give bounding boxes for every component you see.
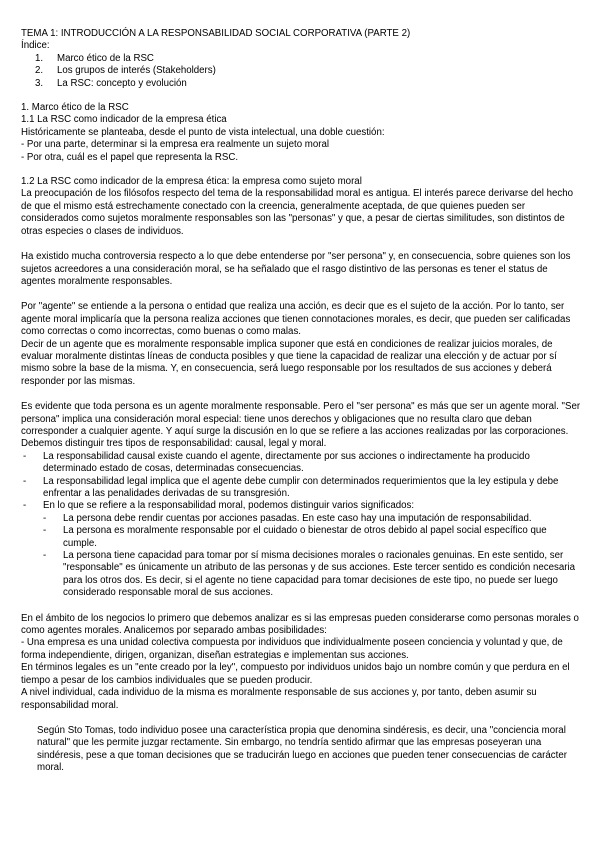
paragraph-line: - Por una parte, determinar si la empresa era realmente un sujeto moral [21,139,329,151]
sub-list-item [21,513,581,525]
paragraph: A nivel individual, cada individuo de la misma es moralmente responsable de sus acciones y, por tanto, deben asumir su responsabilidad moral. [21,687,537,711]
paragraph: En términos legales es un "ente creado por la ley", compuesto por individuos unidos bajo un nombre común y que perdura en el tiempo a pesar de los cambios individuales que se pueden producir. [21,662,570,686]
list-item-text: La responsabilidad causal existe cuando el agente, directamente por sus acciones o indirectamente ha producido determinado estado de cosas, determinadas consecuencias. [43,450,530,475]
bullet-dash: - [43,550,47,562]
paragraph-line: - Por otra, cuál es el papel que representa la RSC. [21,151,239,163]
index-label: Índice: [21,40,50,52]
index-item-number: 1. [35,52,44,64]
list-item-text: En lo que se refiere a la responsabilidad moral, podemos distinguir varios significados: [43,500,415,512]
bullet-dash: - [23,450,27,462]
bullet-dash: - [23,500,27,512]
paragraph: Por "agente" se entiende a la persona o entidad que realiza una acción, es decir que es el sujeto de la acción. Por lo tanto, ser agente moral implicaría que la persona realiza acciones que tienen connotaciones morales, es decir, que pueden ser calificadas como correctas o como incorrectas, como buenas o como malas. [21,301,571,338]
index-item [21,53,581,65]
section-heading: 1. Marco ético de la RSC [21,102,129,114]
paragraph-line: Históricamente se planteaba, desde el punto de vista intelectual, una doble cuestión: [21,126,385,138]
list-item-text: La responsabilidad legal implica que el agente debe cumplir con determinados requerimientos que la ley estipula y debe enfrentar a las penalidades derivadas de su transgresión. [43,475,559,499]
bullet-dash: - [43,512,47,524]
bullet-list [21,451,581,600]
subsection-heading: 1.2 La RSC como indicador de la empresa ética: la empresa como sujeto moral [21,176,362,188]
list-item [21,500,581,599]
paragraph: La preocupación de los filósofos respecto del tema de la responsabilidad moral es antigua. El interés parece derivarse del hecho de que el mismo está estrechamente conectado con la creencia, generalmente aceptada, de que quienes pueden ser considerados como sujetos moralmente responsables son las "personas" y que, a pesar de ciertas similitudes, son distintos de otras especies o clases de individuos. [21,188,573,237]
paragraph: Ha existido mucha controversia respecto a lo que debe entenderse por "ser persona" y, en consecuencia, sobre quienes son los sujetos acreedores a una consideración moral, se ha señalado que el rasgo distintivo de las personas es tener el status de agentes moralmente responsables. [21,251,571,287]
paragraph: - Una empresa es una unidad colectiva compuesta por individuos que individualmente poseen conciencia y voluntad y que, de forma independiente, dirigen, organizan, diseñan estrategias e implementan sus acciones. [21,637,563,661]
document-title: TEMA 1: INTRODUCCIÓN A LA RESPONSABILIDAD SOCIAL CORPORATIVA (PARTE 2) [21,28,411,39]
index-item-text: Marco ético de la RSC [57,52,154,64]
paragraph: Es evidente que toda persona es un agente moralmente responsable. Pero el "ser persona" es más que ser un agente moral. "Ser persona" implica una consideración moral especial: tiene unos derechos y obligaciones que no resulta claro que deban corresponder a cualquier agente. Y aquí surge la discusión en lo que se refiere a las acciones realizadas por las corporaciones. Debemos distinguir tres tipos de responsabilidad: causal, legal y moral. [21,401,581,450]
list-item [21,451,581,476]
index-item-number: 2. [35,65,44,77]
paragraph: Decir de un agente que es moralmente responsable implica suponer que está en condiciones de realizar juicios morales, de evaluar moralmente distintas líneas de conducta posibles y que tiene la capacidad de realizar una elección y de actuar por sí mismo sobre la base de la misma. Y, en consecuencia, será luego responsable por los resultados de sus acciones y deberá responder por las mismas. [21,338,557,387]
subsection-heading: 1.1 La RSC como indicador de la empresa ética [21,114,227,126]
sub-list-item [21,550,581,600]
index-item [21,78,581,90]
index-item [21,65,581,77]
index-item-number: 3. [35,77,44,89]
index-list [21,53,581,90]
document-page [21,28,581,775]
sub-bullet-list [21,513,581,600]
bullet-dash: - [23,475,27,487]
index-item-text: La RSC: concepto y evolución [57,77,187,89]
index-item-text: Los grupos de interés (Stakeholders) [57,65,216,77]
list-item-text: La persona es moralmente responsable por el cuidado o bienestar de otros debido al papel social específico que cumple. [63,525,547,549]
paragraph: En el ámbito de los negocios lo primero que debemos analizar es si las empresas pueden considerarse como personas morales o como agentes morales. Analicemos por separado ambas posibilidades: [21,612,579,637]
list-item-text: La persona debe rendir cuentas por acciones pasadas. En este caso hay una imputación de responsabilidad. [63,512,532,524]
list-item [21,476,581,501]
list-item-text: La persona tiene capacidad para tomar por sí misma decisiones morales o racionales genuinas. En este sentido, ser "responsable" es únicamente un atributo de las personas y de sus acciones. Este tercer sentido es condición necesaria para los otros dos. Es decir, si el agente no tiene capacidad para tomar decisiones de este tipo, no puede ser luego considerado responsable moral de sus acciones. [63,550,575,599]
sub-list-item [21,525,581,550]
paragraph: Según Sto Tomas, todo individuo posee una característica propia que denomina sindéresis, es decir, una "conciencia moral natural" que les permite juzgar rectamente. Sin embargo, no tendría sentido afirmar que las empresas poseyeran una sindéresis, pese a que toman decisiones que se traducirán luego en acciones que pueden tener consecuencias de carácter moral. [37,724,567,774]
bullet-dash: - [43,525,47,537]
